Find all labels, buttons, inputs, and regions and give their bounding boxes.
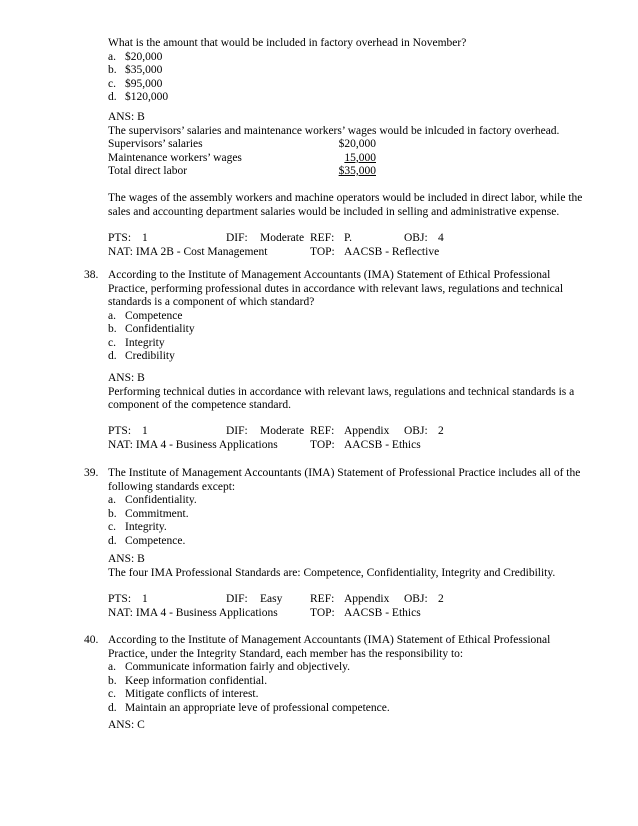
q38-option-c: c. Integrity bbox=[108, 336, 165, 349]
q37-ref: P. bbox=[344, 232, 352, 244]
q40-option-d: d. Maintain an appropriate leve of professional competence. bbox=[108, 701, 390, 714]
cost-row-maintenance: Maintenance workers’ wages 15,000 bbox=[108, 151, 376, 164]
q37-option-c: c. $95,000 bbox=[108, 77, 163, 90]
q39-option-d: d. Competence. bbox=[108, 534, 186, 547]
q37-option-b: b. $35,000 bbox=[108, 64, 163, 76]
q38-option-d: d. Credibility bbox=[108, 350, 175, 362]
q37-answer-block bbox=[108, 111, 608, 179]
q37-option-a: a. $20,000 bbox=[108, 50, 163, 63]
q37-dif: Moderate bbox=[260, 232, 305, 244]
q37-note: The wages of the assembly workers and machine operators would be included in direct labor, while the sales and accounting department salaries would be included in selling and administrative expense. bbox=[108, 192, 583, 218]
q37-block bbox=[108, 37, 608, 105]
q39-option-a: a. Confidentiality. bbox=[108, 494, 197, 506]
q40-option-b: b. Keep information confidential. bbox=[108, 674, 268, 687]
q39-option-c: c. Integrity. bbox=[108, 521, 167, 533]
q40-option-c: c. Mitigate conflicts of interest. bbox=[108, 688, 259, 700]
q38-option-a: a. Competence bbox=[108, 309, 183, 322]
q40-answer-block bbox=[108, 719, 608, 733]
q37-option-d: d. $120,000 bbox=[108, 91, 169, 103]
q37-top: AACSB - Reflective bbox=[344, 245, 440, 258]
cost-row-total: Total direct labor $35,000 bbox=[108, 165, 376, 177]
q39-number: 39. bbox=[84, 467, 99, 479]
q39-option-b: b. Commitment. bbox=[108, 507, 189, 520]
cost-row-supervisors: Supervisors’ salaries $20,000 bbox=[108, 138, 376, 150]
q39-block: The Institute of Management Accountants (IMA) Statement of Professional Practice includes all of the following standards except: a. Confidentiality. b. Commitment. c. Integrity. d. Competence. bbox=[108, 467, 608, 548]
q39-answer-block: ANS: B The four IMA Professional Standards are: Competence, Confidentiality, Integrity and Credibility. bbox=[108, 553, 608, 580]
q38-number: 38. bbox=[84, 269, 99, 281]
q40-answer: ANS: C bbox=[108, 719, 145, 731]
q40-option-a: a. Communicate information fairly and objectively. bbox=[108, 661, 351, 673]
q38-answer: ANS: B bbox=[108, 372, 145, 384]
q40-number: 40. bbox=[84, 634, 99, 646]
q38-block: According to the Institute of Management Accountants (IMA) Statement of Ethical Professional Practice, performing professional dutes in accordance with relevant laws, regulations and technical standards is a component of which standard? a. Competence b. Confidentiality c. Integrity d. Credibility bbox=[108, 269, 608, 364]
q38-option-b: b. Confidentiality bbox=[108, 323, 195, 335]
q37-nat: NAT: IMA 2B - Cost Management bbox=[108, 245, 268, 258]
q39-answer: ANS: B bbox=[108, 553, 145, 565]
q37-explanation: The supervisors’ salaries and maintenance workers’ wages would be inlcuded in factory overhead. bbox=[108, 124, 560, 137]
q38-answer-block: ANS: B Performing technical duties in accordance with relevant laws, regulations and technical standards is a component of the competence standard. bbox=[108, 372, 608, 413]
q38-meta: PTS: 1 DIF: Moderate REF: Appendix OBJ: 2 NAT: IMA 4 - Business Applications TOP: AACSB - Ethics bbox=[108, 425, 444, 451]
q37-question: What is the amount that would be included in factory overhead in November? bbox=[108, 37, 467, 49]
q37-answer: ANS: B bbox=[108, 111, 145, 123]
q39-meta: PTS: 1 DIF: Easy REF: Appendix OBJ: 2 NAT: IMA 4 - Business Applications TOP: AACSB - Ethics bbox=[108, 593, 444, 619]
q37-meta: PTS: 1 DIF: Moderate REF: P. OBJ: 4 NAT: IMA 2B - Cost Management TOP: AACSB - Reflective bbox=[108, 232, 444, 258]
q40-block: According to the Institute of Management Accountants (IMA) Statement of Ethical Professional Practice, under the Integrity Standard, each member has the responsibility to: a. Communicate information fairly and objectively. b. Keep information confidential. c. Mitigate conflicts of interest. d. Maintain an appropriate leve of professional competence. bbox=[108, 634, 608, 715]
q37-pts: 1 bbox=[142, 232, 148, 244]
q37-obj: 4 bbox=[438, 232, 444, 244]
